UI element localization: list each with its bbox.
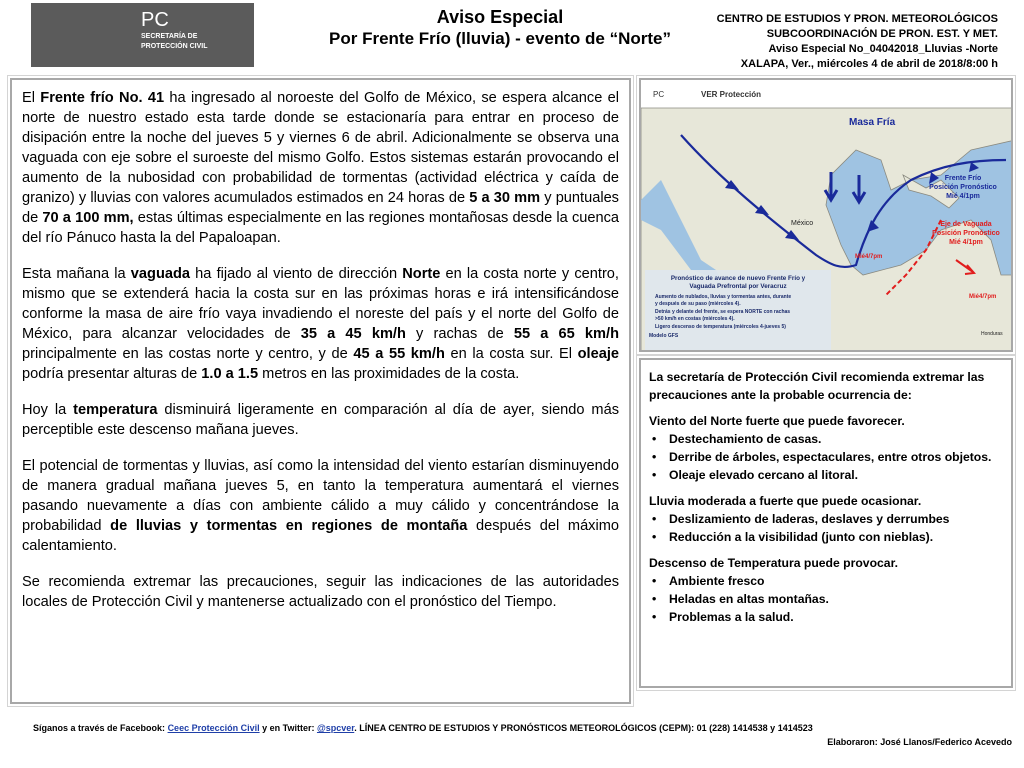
footer-prefix: Síganos a través de Facebook: bbox=[33, 723, 168, 733]
recommendation-item: • Heladas en altas montañas. bbox=[649, 590, 1003, 608]
map-header-bar bbox=[641, 80, 1013, 108]
map-country-label: Honduras bbox=[981, 331, 1003, 337]
bulletin-title-block bbox=[290, 6, 710, 50]
recommendation-item: • Derribe de árboles, espectaculares, entre otros objetos. bbox=[649, 448, 1003, 466]
recommendation-group-title: Descenso de Temperatura puede provocar. bbox=[649, 556, 899, 570]
emphasis-text: vaguada bbox=[130, 266, 191, 282]
body-text: en la costa sur. El bbox=[444, 346, 578, 362]
body-text: ha ingresado al noroeste del Golfo de México, se espera alcance el norte de nuestro estado esta tarde donde se estacionaría para entrar en proceso de disipación entre la noche del jueves 5 y viernes 6 de abril. Adicionalmente se observa una vaguada con eje sobre el suroeste del mismo Golfo. Estos sistemas estarán provocando el aumento de la nubosidad con probabilidad de tormentas (actividad eléctrica y caída de granizo) y lluvias con valores acumulados estimados en 24 horas de bbox=[22, 90, 619, 206]
map-front-label: Posición Pronóstico bbox=[929, 184, 997, 191]
forecast-map-svg bbox=[641, 80, 1013, 352]
footer-suffix: . LÍNEA CENTRO DE ESTUDIOS Y PRONÓSTICOS METEOROLÓGICOS (CEPM): 01 (228) 1414538 y 1414523 bbox=[354, 723, 813, 733]
logo-abbr: PC bbox=[141, 9, 169, 31]
emphasis-text: 35 a 45 km/h bbox=[300, 326, 406, 342]
map-header-pc: PC bbox=[653, 90, 665, 99]
issuing-center-info bbox=[717, 12, 998, 72]
map-trough-label: Eje de Vaguada bbox=[940, 221, 992, 228]
recommendation-item: • Destechamiento de casas. bbox=[649, 430, 1003, 448]
body-text: Se recomienda extremar las precauciones, seguir las indicaciones de las autoridades locales de Protección Civil y mantenerse actualizado con el pronóstico del Tiempo. bbox=[22, 574, 619, 610]
body-text: después del máximo calentamiento. bbox=[22, 518, 619, 554]
map-front-label: Frente Frío bbox=[944, 175, 982, 182]
body-text: podría presentar alturas de bbox=[22, 366, 202, 382]
body-text: El bbox=[22, 90, 41, 106]
body-paragraph bbox=[22, 400, 619, 440]
footer-middle: y en Twitter: bbox=[259, 723, 317, 733]
recommendation-item: • Reducción a la visibilidad (junto con nieblas). bbox=[649, 528, 1003, 546]
logo-line-1: SECRETARÍA DE bbox=[141, 33, 198, 40]
emphasis-text: 45 a 55 km/h bbox=[353, 346, 445, 362]
body-paragraph bbox=[22, 264, 619, 384]
map-info-bullet: y después de su paso (miércoles 4). bbox=[655, 301, 741, 307]
recommendation-list bbox=[649, 572, 1003, 626]
body-text: estas últimas especialmente en las regiones montañosas desde la cuenca del río Pánuco hasta la del Papaloapan. bbox=[22, 210, 620, 246]
emphasis-text: 70 a 100 mm, bbox=[42, 210, 134, 226]
logo-line-2: PROTECCIÓN CIVIL bbox=[141, 43, 208, 50]
recommendation-group-title: Viento del Norte fuerte que puede favorecer. bbox=[649, 414, 905, 428]
body-text: y puntuales de bbox=[22, 190, 619, 226]
recommendation-item: • Problemas a la salud. bbox=[649, 608, 1003, 626]
map-info-title: Vaguada Prefrontal por Veracruz bbox=[689, 283, 787, 290]
body-paragraph bbox=[22, 88, 619, 248]
center-line: XALAPA, Ver., miércoles 4 de abril de 2018/8:00 h bbox=[740, 58, 998, 70]
emphasis-text: oleaje bbox=[577, 346, 619, 362]
map-info-title: Pronóstico de avance de nuevo Frente Frío y bbox=[670, 275, 806, 282]
map-time-label: Mié4/7pm bbox=[855, 254, 883, 260]
map-header-ver: VER Protección bbox=[701, 90, 762, 99]
body-text: El potencial de tormentas y lluvias, así como la intensidad del viento estarían disminuyendo de manera gradual mañana jueves 5, en tanto la temperatura aumentará el viernes pasando nuevamente a días con ambiente cálido a muy cálido y concentrándose la probabilidad bbox=[22, 458, 619, 534]
map-time-label: Mié4/7pm bbox=[969, 294, 997, 300]
map-trough-label: Posición Pronóstico bbox=[932, 230, 1000, 237]
facebook-link[interactable]: Ceec Protección Civil bbox=[167, 723, 260, 733]
body-text: ha fijado al viento de dirección bbox=[190, 266, 403, 282]
recommendation-item: • Oleaje elevado cercano al litoral. bbox=[649, 466, 1003, 484]
body-text: y rachas de bbox=[405, 326, 514, 342]
body-paragraph bbox=[22, 572, 619, 612]
body-text: principalmente en las costas norte y centro, y de bbox=[22, 346, 354, 362]
forecast-map bbox=[639, 78, 1013, 352]
recommendation-item: • Ambiente fresco bbox=[649, 572, 1003, 590]
map-model-label: Modelo GFS bbox=[649, 333, 679, 339]
map-info-bullet: >50 km/h en costas (miércoles 4). bbox=[655, 316, 735, 322]
recommendation-item: • Deslizamiento de laderas, deslaves y derrumbes bbox=[649, 510, 1003, 528]
map-front-label: Mié 4/1pm bbox=[946, 193, 980, 200]
recommendation-list bbox=[649, 510, 1003, 546]
emphasis-text: temperatura bbox=[73, 402, 158, 418]
recommendations-intro: La secretaría de Protección Civil recomienda extremar las precauciones ante la probable ocurrencia de: bbox=[649, 370, 985, 402]
map-info-bullet: Detrás y delante del frente, se espera NORTE con rachas bbox=[655, 309, 791, 315]
body-paragraph bbox=[22, 456, 619, 556]
body-text: Esta mañana la bbox=[22, 266, 131, 282]
body-text: metros en las proximidades de la costa. bbox=[258, 366, 520, 382]
footer-contact bbox=[33, 723, 813, 733]
recommendation-list bbox=[649, 430, 1003, 484]
map-cold-mass-label: Masa Fría bbox=[849, 117, 896, 128]
bulletin-body bbox=[10, 78, 631, 704]
map-trough-label: Mié 4/1pm bbox=[949, 239, 983, 246]
emphasis-text: de lluvias y tormentas en regiones de montaña bbox=[110, 518, 468, 534]
body-text: Hoy la bbox=[22, 402, 74, 418]
emphasis-text: 55 a 65 km/h bbox=[513, 326, 619, 342]
center-line: SUBCOORDINACIÓN DE PRON. EST. Y MET. bbox=[766, 28, 998, 40]
pc-logo bbox=[31, 3, 254, 67]
center-line: Aviso Especial No_04042018_Lluvias -Norte bbox=[768, 43, 998, 55]
recommendation-group-title: Lluvia moderada a fuerte que puede ocasionar. bbox=[649, 494, 922, 508]
center-line: CENTRO DE ESTUDIOS Y PRON. METEOROLÓGICOS bbox=[716, 13, 998, 25]
body-text: disminuirá ligeramente en comparación al día de ayer, siendo más perceptible este descenso mañana jueves. bbox=[22, 402, 619, 438]
twitter-link[interactable]: @spcver bbox=[316, 723, 355, 733]
emphasis-text: 5 a 30 mm bbox=[469, 190, 541, 206]
map-country-label: México bbox=[791, 220, 814, 227]
emphasis-text: Norte bbox=[402, 266, 441, 282]
page-subtitle: Por Frente Frío (lluvia) - evento de “Norte” bbox=[329, 29, 671, 48]
map-info-bullet: Aumento de nublados, lluvias y tormentas antes, durante bbox=[655, 294, 792, 300]
page-title: Aviso Especial bbox=[436, 7, 564, 27]
emphasis-text: Frente frío No. 41 bbox=[40, 90, 165, 106]
body-text: en la costa norte y centro, mismo que se extenderá hacia la costa sur en las próximas horas e irá intensificándose conforme la masa de aire frío vaya invadiendo el noreste del país y el norte del Golfo de México, para alcanzar velocidades de bbox=[22, 266, 619, 342]
footer-authors: Elaboraron: José Llanos/Federico Acevedo bbox=[827, 737, 1012, 747]
recommendations-panel bbox=[639, 358, 1013, 688]
emphasis-text: 1.0 a 1.5 bbox=[201, 366, 259, 382]
map-info-bullet: Ligero descenso de temperatura (miércoles 4-jueves 5) bbox=[655, 324, 786, 330]
